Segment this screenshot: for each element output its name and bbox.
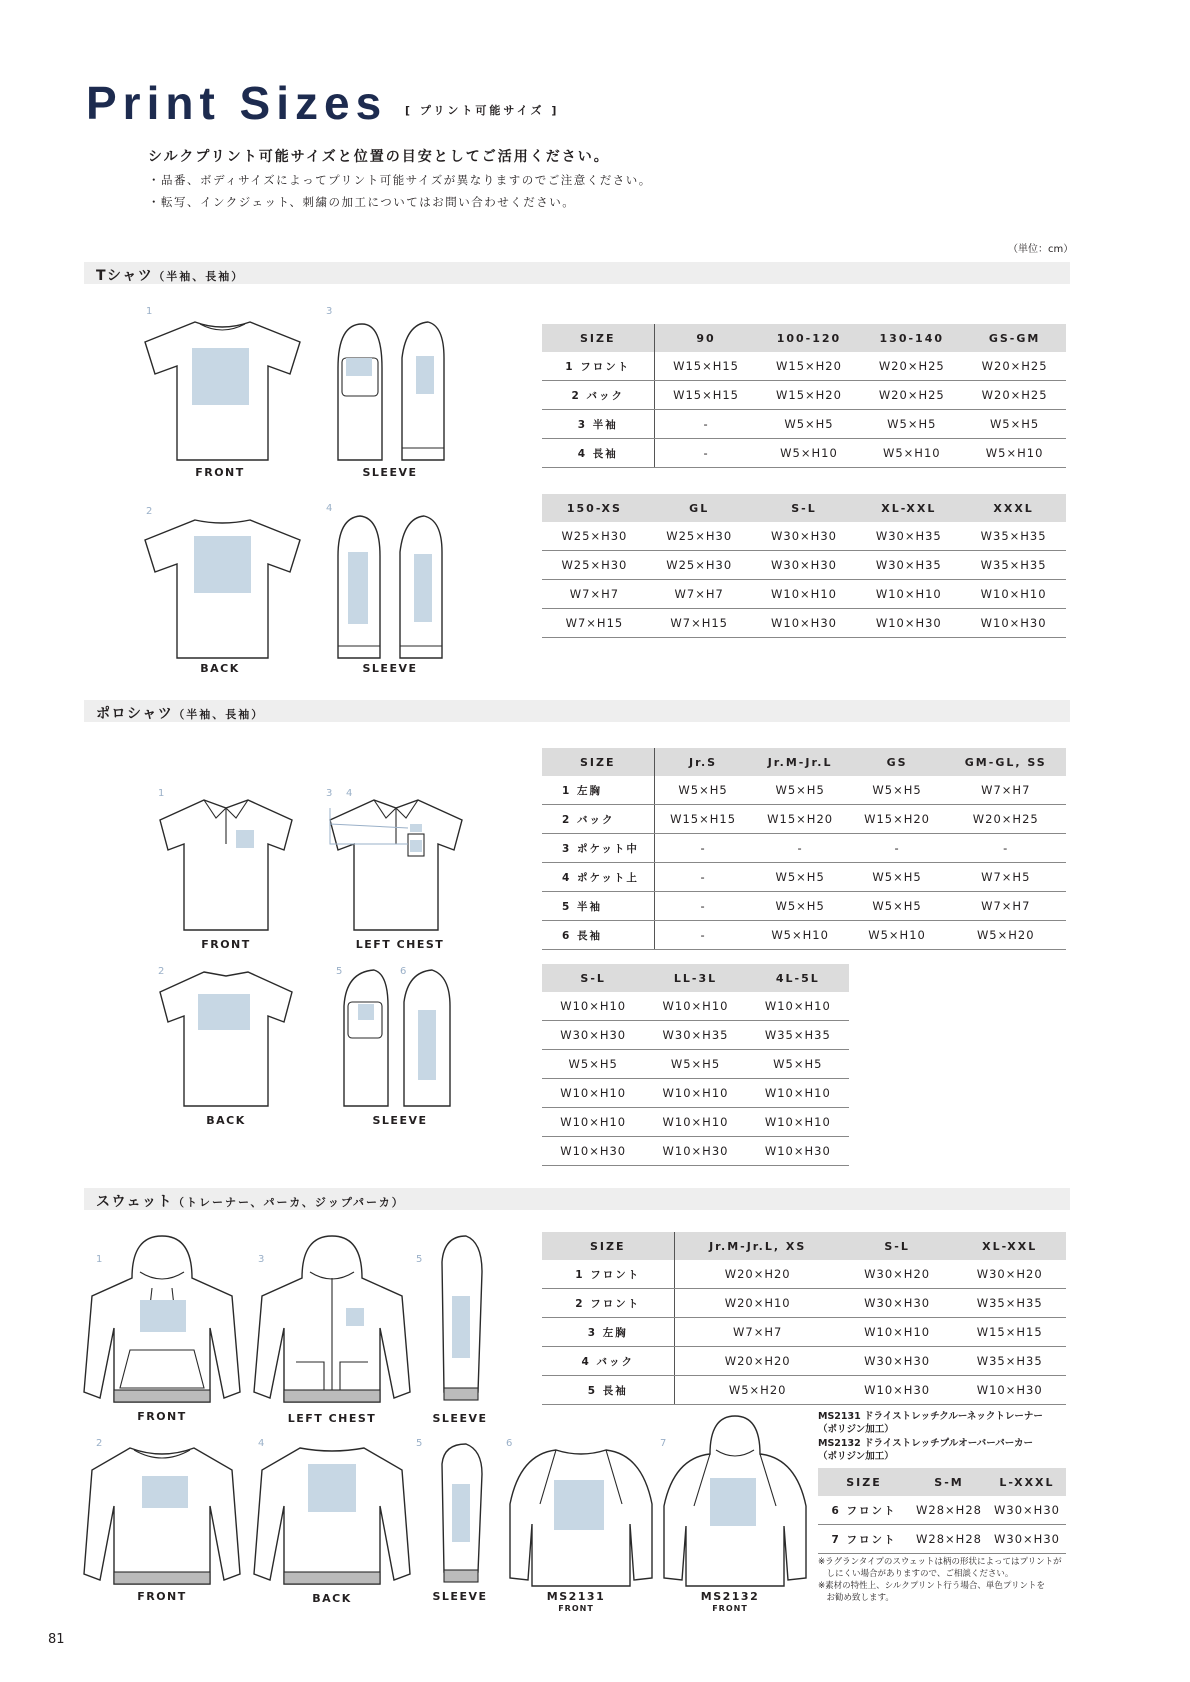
table-cell: W20×H25	[963, 381, 1066, 410]
table-header: LL-3L	[644, 964, 746, 992]
ms2131-caption: MS2131	[546, 1590, 606, 1603]
table-cell: W5×H5	[849, 776, 946, 805]
table-cell: W10×H10	[542, 1108, 644, 1137]
table-cell: W20×H20	[674, 1260, 841, 1289]
table-cell: W10×H10	[747, 1108, 849, 1137]
tshirt-title-sub: （半袖、長袖）	[153, 270, 245, 283]
table-cell: W28×H28	[910, 1525, 988, 1554]
sweat-table-2	[818, 1468, 1066, 1554]
ms2132-sub-caption: FRONT	[712, 1604, 748, 1613]
table-row	[818, 1496, 1066, 1525]
polo-back-caption: BACK	[206, 1114, 246, 1127]
table-cell: W15×H15	[654, 805, 752, 834]
table-cell: W28×H28	[910, 1496, 988, 1525]
table-cell: W10×H30	[841, 1376, 954, 1405]
table-row	[542, 1318, 1066, 1347]
tshirt-table-2	[542, 494, 1066, 638]
table-row	[542, 1079, 849, 1108]
table-row	[542, 863, 1066, 892]
table-cell: W30×H30	[542, 1021, 644, 1050]
table-cell: W20×H20	[674, 1347, 841, 1376]
table-cell: W10×H30	[752, 609, 857, 638]
table-header: GS	[849, 748, 946, 776]
table-header: XL-XXL	[856, 494, 961, 522]
tshirt-title: Tシャツ	[96, 268, 154, 284]
table-cell: W5×H5	[644, 1050, 746, 1079]
tshirt-front-caption: FRONT	[195, 466, 245, 479]
table-header: GM-GL, SS	[946, 748, 1067, 776]
sweat-table-1	[542, 1232, 1066, 1405]
row-label: 6 長袖	[542, 921, 654, 950]
tshirt-table-1	[542, 324, 1066, 468]
row-label: 5 長袖	[542, 1376, 674, 1405]
table-header: SIZE	[818, 1468, 910, 1496]
footnote-line: ※素材の特性上、シルクプリント行う場合、単色プリントを	[818, 1581, 1046, 1591]
crew-back-illustration	[252, 1440, 412, 1590]
figure-number: 3	[326, 788, 333, 799]
crew-sleeve-illustration	[430, 1440, 490, 1590]
table-cell: W30×H30	[752, 522, 857, 551]
crew-front-illustration	[82, 1440, 242, 1590]
table-cell: W7×H7	[946, 892, 1067, 921]
figure-number: 4	[326, 503, 333, 514]
ms-product-line: （ポリジン加工）	[818, 1451, 894, 1462]
polo-back-illustration	[156, 966, 296, 1112]
ms-product-line: MS2131 ドライストレッチクルーネックトレーナー	[818, 1411, 1043, 1422]
table-row	[818, 1525, 1066, 1554]
tshirt-sleeve-caption: SLEEVE	[362, 466, 418, 479]
table-cell: W7×H5	[946, 863, 1067, 892]
figure-number: 6	[506, 1438, 513, 1449]
row-label: 2 バック	[542, 381, 654, 410]
sweat-sleeve-caption: SLEEVE	[432, 1412, 488, 1425]
table-cell: W5×H5	[542, 1050, 644, 1079]
row-label: 1 左胸	[542, 776, 654, 805]
table-cell: W30×H30	[752, 551, 857, 580]
table-header: SIZE	[542, 324, 654, 352]
page-title: Print Sizes	[86, 77, 388, 129]
table-header: S-L	[841, 1232, 954, 1260]
table-header: XXXL	[961, 494, 1066, 522]
ms-product-line: （ポリジン加工）	[818, 1424, 894, 1435]
table-cell: W10×H10	[542, 992, 644, 1021]
table-cell: W30×H35	[856, 522, 961, 551]
table-header: GS-GM	[963, 324, 1066, 352]
intro-text: シルクプリント可能サイズと位置の目安としてご活用ください。	[148, 149, 610, 165]
table-cell: -	[946, 834, 1067, 863]
figure-number: 5	[416, 1254, 423, 1265]
table-row	[542, 551, 1066, 580]
table-row	[542, 1108, 849, 1137]
row-label: 2 フロント	[542, 1289, 674, 1318]
table-header: 90	[654, 324, 758, 352]
table-cell: W30×H20	[953, 1260, 1066, 1289]
table-cell: W35×H35	[953, 1347, 1066, 1376]
table-cell: W10×H10	[856, 580, 961, 609]
sweat-title-sub: （トレーナー、パーカ、ジップパーカ）	[172, 1196, 405, 1209]
figure-number: 7	[660, 1438, 667, 1449]
row-label: 6 フロント	[818, 1496, 910, 1525]
table-cell: W7×H15	[647, 609, 752, 638]
table-cell: W20×H25	[963, 352, 1066, 381]
table-cell: W25×H30	[542, 522, 647, 551]
table-cell: W5×H10	[752, 921, 849, 950]
figure-number: 1	[158, 788, 165, 799]
table-row	[542, 834, 1066, 863]
table-cell: W20×H25	[860, 381, 963, 410]
table-row	[542, 805, 1066, 834]
sweat-section-title	[96, 1191, 405, 1211]
table-cell: W30×H30	[841, 1289, 954, 1318]
table-cell: W10×H10	[841, 1318, 954, 1347]
table-cell: W10×H30	[961, 609, 1066, 638]
table-cell: W5×H10	[758, 439, 861, 468]
table-row	[542, 522, 1066, 551]
ms2131-illustration	[506, 1444, 656, 1594]
row-label: 3 半袖	[542, 410, 654, 439]
table-row	[542, 1050, 849, 1079]
polo-front-illustration	[156, 794, 296, 936]
table-cell: W5×H10	[963, 439, 1066, 468]
row-label: 1 フロント	[542, 1260, 674, 1289]
table-cell: W5×H5	[747, 1050, 849, 1079]
table-cell: W35×H35	[953, 1289, 1066, 1318]
hoodie-front-caption: FRONT	[137, 1410, 187, 1423]
table-cell: W5×H5	[758, 410, 861, 439]
table-header: 150-XS	[542, 494, 647, 522]
row-label: 4 ポケット上	[542, 863, 654, 892]
table-header: 4L-5L	[747, 964, 849, 992]
tshirt-back-caption: BACK	[200, 662, 240, 675]
figure-number: 1	[146, 306, 153, 317]
polo-section-title	[96, 703, 264, 723]
table-row	[542, 381, 1066, 410]
table-cell: W20×H10	[674, 1289, 841, 1318]
table-cell: -	[752, 834, 849, 863]
footnote-line: お勧め致します。	[818, 1593, 894, 1603]
table-row	[542, 352, 1066, 381]
table-cell: W5×H5	[963, 410, 1066, 439]
table-cell: W5×H5	[849, 863, 946, 892]
figure-number: 2	[96, 1438, 103, 1449]
unit-label: （単位：cm）	[1008, 244, 1074, 255]
table-cell: W7×H7	[674, 1318, 841, 1347]
table-cell: W35×H35	[747, 1021, 849, 1050]
table-row	[542, 921, 1066, 950]
table-cell: -	[654, 410, 758, 439]
table-cell: W7×H7	[542, 580, 647, 609]
table-cell: W5×H20	[946, 921, 1067, 950]
table-cell: W30×H35	[644, 1021, 746, 1050]
table-header: 100-120	[758, 324, 861, 352]
intro-note-2: ・転写、インクジェット、刺繍の加工についてはお問い合わせください。	[148, 195, 576, 209]
row-label: 4 長袖	[542, 439, 654, 468]
table-row	[542, 992, 849, 1021]
table-cell: W35×H35	[961, 551, 1066, 580]
table-cell: W10×H10	[747, 1079, 849, 1108]
crew-front-caption: FRONT	[137, 1590, 187, 1603]
zip-hoodie-caption: LEFT CHEST	[287, 1412, 377, 1425]
ms2131-sub-caption: FRONT	[558, 1604, 594, 1613]
table-header: S-L	[752, 494, 857, 522]
table-cell: W20×H25	[946, 805, 1067, 834]
table-row	[542, 1260, 1066, 1289]
table-header: GL	[647, 494, 752, 522]
table-cell: -	[849, 834, 946, 863]
table-cell: W5×H5	[849, 892, 946, 921]
table-row	[542, 776, 1066, 805]
table-cell: W10×H30	[644, 1137, 746, 1166]
table-cell: W5×H10	[860, 439, 963, 468]
table-cell: W7×H7	[647, 580, 752, 609]
table-cell: W25×H30	[542, 551, 647, 580]
sweat-sleeve-illustration	[430, 1232, 490, 1408]
tshirt-section-title	[96, 265, 244, 285]
table-cell: W5×H10	[849, 921, 946, 950]
figure-number: 4	[258, 1438, 265, 1449]
table-header: Jr.M-Jr.L	[752, 748, 849, 776]
row-label: 7 フロント	[818, 1525, 910, 1554]
table-cell: W5×H20	[674, 1376, 841, 1405]
table-cell: W10×H30	[542, 1137, 644, 1166]
figure-number: 6	[400, 966, 407, 977]
polo-table-2	[542, 964, 849, 1166]
table-cell: W30×H20	[841, 1260, 954, 1289]
table-cell: -	[654, 439, 758, 468]
table-row	[542, 1376, 1066, 1405]
table-cell: W10×H10	[644, 1108, 746, 1137]
table-cell: -	[654, 892, 752, 921]
crew-back-caption: BACK	[312, 1592, 352, 1605]
table-cell: W15×H20	[758, 352, 861, 381]
polo-front-caption: FRONT	[201, 938, 251, 951]
table-cell: W10×H30	[856, 609, 961, 638]
ms2132-illustration	[660, 1414, 810, 1594]
sweat-title: スウェット	[96, 1194, 173, 1210]
table-cell: -	[654, 834, 752, 863]
table-row	[542, 892, 1066, 921]
table-row	[542, 1137, 849, 1166]
page-subtitle: [ プリント可能サイズ ]	[405, 104, 560, 117]
table-row	[542, 1021, 849, 1050]
table-cell: W15×H20	[758, 381, 861, 410]
table-cell: W7×H7	[946, 776, 1067, 805]
table-cell: -	[654, 921, 752, 950]
row-label: 5 半袖	[542, 892, 654, 921]
ms-product-line: MS2132 ドライストレッチプルオーバーパーカー	[818, 1438, 1034, 1449]
table-cell: W15×H20	[849, 805, 946, 834]
table-cell: W15×H15	[654, 352, 758, 381]
table-header: S-M	[910, 1468, 988, 1496]
zip-hoodie-illustration	[252, 1232, 412, 1408]
table-cell: W15×H15	[654, 381, 758, 410]
table-cell: W10×H10	[747, 992, 849, 1021]
polo-left-chest-caption: LEFT CHEST	[355, 938, 445, 951]
figure-number: 3	[326, 306, 333, 317]
table-cell: W20×H25	[860, 352, 963, 381]
table-cell: W15×H15	[953, 1318, 1066, 1347]
hoodie-front-illustration	[82, 1232, 242, 1408]
table-cell: W10×H10	[644, 1079, 746, 1108]
table-cell: W25×H30	[647, 522, 752, 551]
table-cell: W10×H10	[542, 1079, 644, 1108]
tshirt-sleeve-illustration	[332, 318, 452, 466]
table-header: L-XXXL	[988, 1468, 1066, 1496]
figure-number: 5	[416, 1438, 423, 1449]
figure-number: 1	[96, 1254, 103, 1265]
footnotes	[818, 1556, 1068, 1604]
table-cell: W5×H5	[752, 863, 849, 892]
polo-title: ポロシャツ	[96, 706, 174, 722]
table-header: SIZE	[542, 748, 654, 776]
figure-number: 2	[146, 506, 153, 517]
table-cell: W25×H30	[647, 551, 752, 580]
table-cell: W5×H5	[752, 892, 849, 921]
table-cell: W5×H5	[752, 776, 849, 805]
tshirt-front-illustration	[140, 318, 305, 466]
table-cell: W10×H30	[747, 1137, 849, 1166]
table-cell: W10×H10	[752, 580, 857, 609]
figure-number: 2	[158, 966, 165, 977]
table-cell: W35×H35	[961, 522, 1066, 551]
polo-left-chest-illustration	[326, 794, 466, 936]
row-label: 3 ポケット中	[542, 834, 654, 863]
table-cell: W15×H20	[752, 805, 849, 834]
table-cell: W10×H30	[953, 1376, 1066, 1405]
table-row	[542, 439, 1066, 468]
table-header: XL-XXL	[953, 1232, 1066, 1260]
figure-number: 3	[258, 1254, 265, 1265]
table-row	[542, 580, 1066, 609]
polo-sleeve-illustration	[338, 966, 458, 1112]
ms2132-caption: MS2132	[700, 1590, 760, 1603]
figure-number: 5	[336, 966, 343, 977]
table-cell: W7×H15	[542, 609, 647, 638]
footnote-line: しにくい場合がありますので、ご相談ください。	[818, 1569, 1014, 1579]
row-label: 1 フロント	[542, 352, 654, 381]
tshirt-long-sleeve-illustration	[332, 512, 452, 664]
table-row	[542, 1347, 1066, 1376]
table-cell: W30×H30	[841, 1347, 954, 1376]
figure-number: 4	[346, 788, 353, 799]
row-label: 3 左胸	[542, 1318, 674, 1347]
table-cell: W5×H5	[860, 410, 963, 439]
table-cell: W10×H10	[644, 992, 746, 1021]
row-label: 4 バック	[542, 1347, 674, 1376]
crew-sleeve-caption: SLEEVE	[432, 1590, 488, 1603]
footnote-line: ※ラグランタイプのスウェットは柄の形状によってはプリントが	[818, 1557, 1062, 1567]
row-label: 2 バック	[542, 805, 654, 834]
table-cell: -	[654, 863, 752, 892]
polo-title-sub: （半袖、長袖）	[173, 708, 265, 721]
table-header: 130-140	[860, 324, 963, 352]
tshirt-sleeve-caption-2: SLEEVE	[362, 662, 418, 675]
table-header: SIZE	[542, 1232, 674, 1260]
table-cell: W5×H5	[654, 776, 752, 805]
table-cell: W30×H30	[988, 1525, 1066, 1554]
tshirt-back-illustration	[140, 516, 305, 664]
table-row	[542, 410, 1066, 439]
table-header: Jr.S	[654, 748, 752, 776]
intro-note-1: ・品番、ボディサイズによってプリント可能サイズが異なりますのでご注意ください。	[148, 173, 652, 187]
table-cell: W30×H35	[856, 551, 961, 580]
table-row	[542, 609, 1066, 638]
table-cell: W30×H30	[988, 1496, 1066, 1525]
polo-sleeve-caption: SLEEVE	[372, 1114, 428, 1127]
table-row	[542, 1289, 1066, 1318]
table-header: S-L	[542, 964, 644, 992]
table-cell: W10×H10	[961, 580, 1066, 609]
polo-table-1	[542, 748, 1066, 950]
page-number: 81	[48, 1632, 65, 1647]
table-header: Jr.M-Jr.L, XS	[674, 1232, 841, 1260]
